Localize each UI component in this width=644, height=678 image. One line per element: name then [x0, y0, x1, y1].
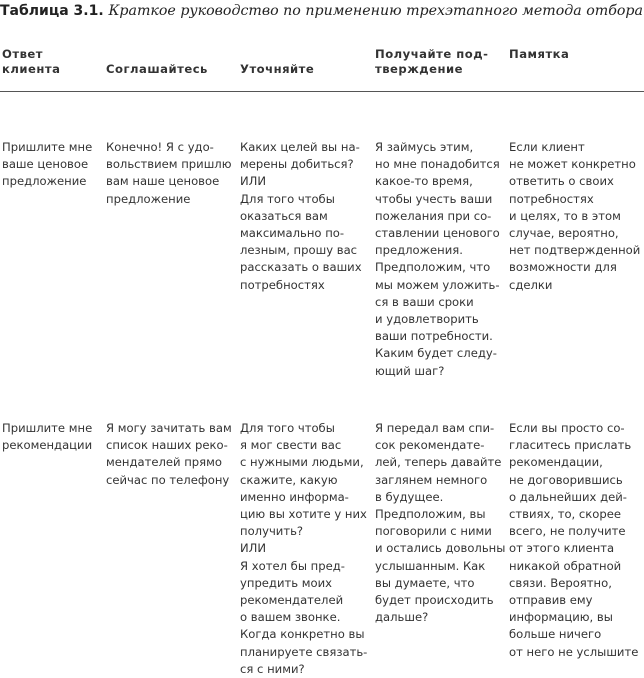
table-number: Таблица 3.1. [0, 3, 104, 19]
header-divider [0, 91, 644, 92]
row1-clarify: Каких целей вы на- мерены добиться? ИЛИ Для того чтобы оказаться вам максимально по- лезным, прошу вас рассказать о ваших потребностях [240, 140, 362, 292]
header-memo: Памятка [509, 47, 570, 61]
row1-confirm: Я займусь этим, но мне понадобится какое-то время, чтобы учесть ваши пожелания при со- ставлении ценового предложения. Предположим, что мы можем уложить- ся в ваши сроки и удовлетворить ваши потребности. Каким будет следу- ющий шаг? [375, 140, 500, 378]
row1-client-response: Пришлите мне ваше ценовое предложение [2, 140, 93, 189]
row2-agree: Я могу зачитать вам список наших реко- мендателей прямо сейчас по телефону [106, 421, 232, 487]
row2-client-response: Пришлите мне рекомендации [2, 421, 93, 453]
row1-agree: Конечно! Я с удо- вольствием пришлю вам наше ценовое предложение [106, 140, 232, 206]
header-clarify: Уточняйте [240, 62, 315, 76]
row2-memo: Если вы просто со- гласитесь прислать рекомендации, не договорившись о дальнейших дей- ствиях, то, скорее всего, не получите от этого клиента никакой обратной связи. Вероятно, отправив ему информацию, вы больше ничего от него не услышите [509, 421, 639, 659]
row2-confirm: Я передал вам спи- сок рекомендате- лей, теперь давайте заглянем немного в будущее. Предположим, вы поговорили с ними и остались довольны услышанным. Как вы думаете, что будет происходить дальше? [375, 421, 506, 625]
header-confirm: Получайте под- тверждение [375, 47, 489, 76]
row1-memo: Если клиент не может конкретно ответить о своих потребностях и целях, то в этом случае, вероятно, нет подтвержденной возможности для сделки [509, 140, 641, 292]
row2-clarify: Для того чтобы я мог свести вас с нужными людьми, скажите, какую именно информа- цию вы хотите у них получить? ИЛИ Я хотел бы пред- упредить моих рекомендателей о вашем звонке. Когда конкретно вы планируете связать- ся с ними? [240, 421, 368, 676]
header-client-response: Ответ клиента [2, 47, 61, 76]
header-agree: Соглашайтесь [106, 62, 208, 76]
table-title: Краткое руководство по применению трехэтапного метода отбора [108, 3, 643, 19]
table-caption [0, 0, 643, 21]
